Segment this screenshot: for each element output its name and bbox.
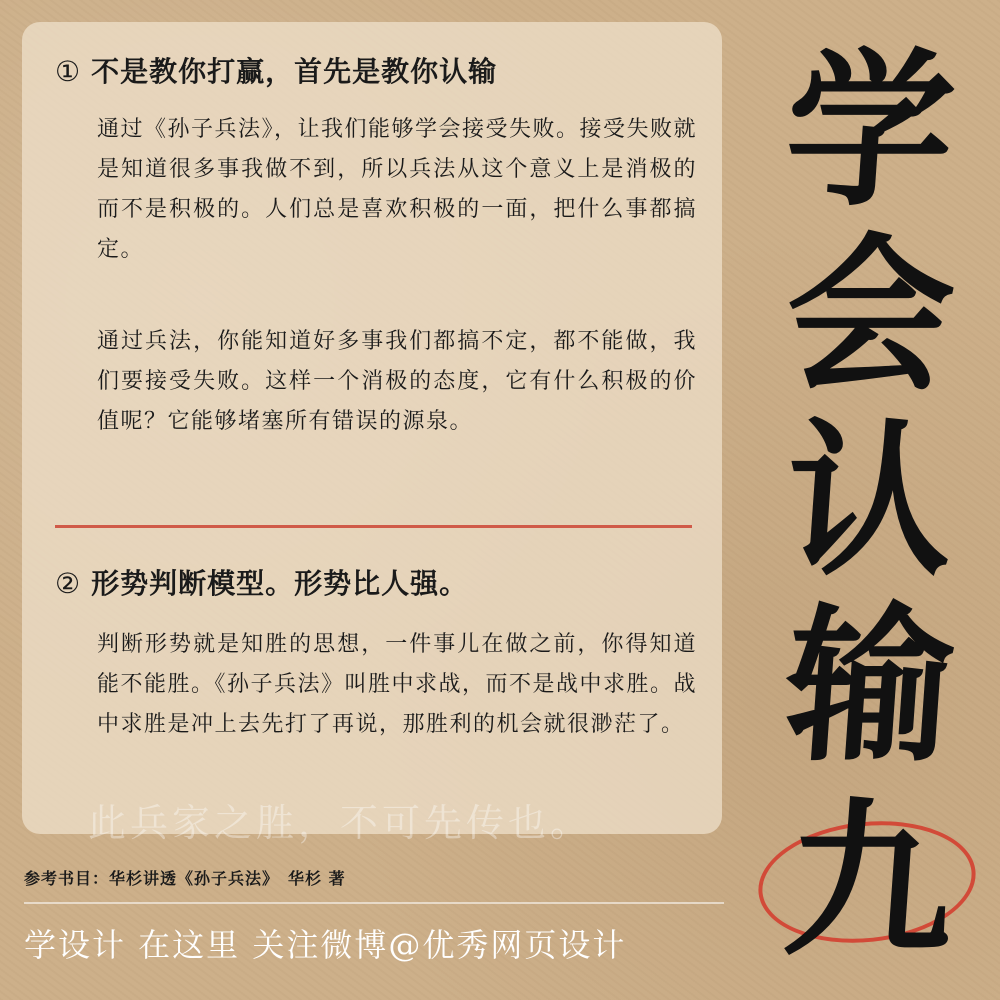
vertical-title-char-3: 认 bbox=[779, 401, 961, 599]
section-1-title-text: 不是教你打赢，首先是教你认输 bbox=[91, 55, 498, 88]
footer-text: 学设计 在这里 关注微博@优秀网页设计 bbox=[24, 926, 627, 964]
section-1-number: ① bbox=[55, 55, 82, 88]
reference-line: 参考书目：华杉讲透《孙子兵法》 华杉 著 bbox=[24, 869, 346, 888]
vertical-title-char-1: 学 bbox=[779, 31, 961, 229]
section-1-title bbox=[55, 50, 497, 90]
footer-divider bbox=[24, 902, 724, 904]
section-2-number: ② bbox=[55, 567, 82, 600]
vertical-title-char-4: 输 bbox=[779, 586, 961, 784]
vertical-title-char-2: 会 bbox=[779, 216, 961, 414]
quote-watermark: 此兵家之胜，不可先传也。 bbox=[88, 801, 593, 845]
section-2-title bbox=[55, 562, 468, 602]
section-1-paragraph-2: 通过兵法，你能知道好多事我们都搞不定，都不能做，我们要接受失败。这样一个消极的态度，它有什么积极的价值呢？它能够堵塞所有错误的源泉。 bbox=[97, 329, 697, 434]
vertical-title-char-5: 九 bbox=[779, 781, 961, 979]
section-divider bbox=[55, 525, 692, 528]
section-1-paragraph-1: 通过《孙子兵法》，让我们能够学会接受失败。接受失败就是知道很多事我做不到，所以兵法从这个意义上是消极的而不是积极的。人们总是喜欢积极的一面，把什么事都搞定。 bbox=[97, 117, 698, 262]
section-2-title-text: 形势判断模型。形势比人强。 bbox=[91, 567, 469, 600]
section-2-paragraph-1: 判断形势就是知胜的思想，一件事儿在做之前，你得知道能不能胜。《孙子兵法》叫胜中求战，而不是战中求胜。战中求胜是冲上去先打了再说，那胜利的机会就很渺茫了。 bbox=[97, 632, 698, 737]
